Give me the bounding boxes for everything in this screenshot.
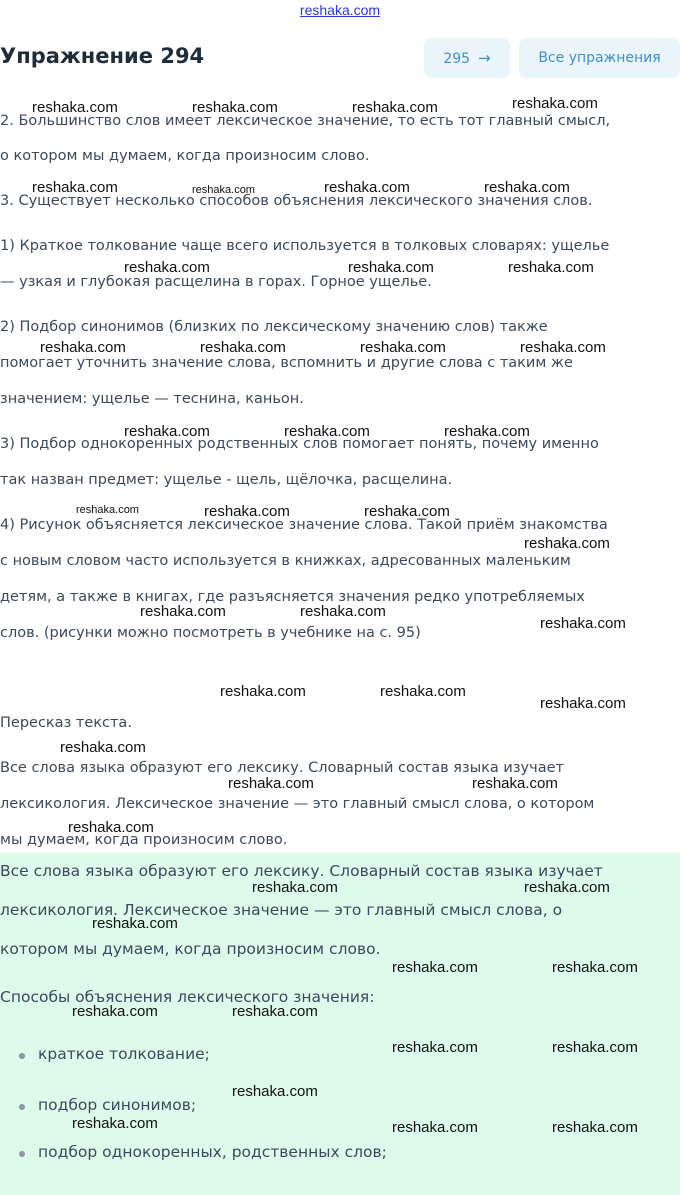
watermark: reshaka.com: [228, 775, 314, 792]
text-line: мы думаем, когда произносим слово.: [0, 832, 288, 848]
watermark: reshaka.com: [60, 739, 146, 756]
bullet-dot: [19, 1104, 25, 1110]
watermark: reshaka.com: [232, 1003, 318, 1020]
watermark: reshaka.com: [348, 259, 434, 276]
text-line: 4) Рисунок объясняется лексическое значение слова. Такой приём знакомства: [0, 517, 608, 533]
text-line: 1) Краткое толкование чаще всего используется в толковых словарях: ущелье: [0, 238, 610, 254]
watermark: reshaka.com: [508, 259, 594, 276]
text-line: о котором мы думаем, когда произносим слово.: [0, 148, 370, 164]
watermark: reshaka.com: [232, 1083, 318, 1100]
watermark: reshaka.com: [204, 503, 290, 520]
text-line: лексикология. Лексическое значение — это главный смысл слова, о котором: [0, 796, 595, 812]
watermark: reshaka.com: [472, 775, 558, 792]
watermark: reshaka.com: [72, 1003, 158, 1020]
watermark: reshaka.com: [72, 1115, 158, 1132]
watermark: reshaka.com: [380, 683, 466, 700]
watermark: reshaka.com: [192, 184, 255, 196]
text-line: помогает уточнить значение слова, вспомнить и другие слова с таким же: [0, 355, 573, 371]
bullet-item: подбор однокоренных, родственных слов;: [38, 1143, 387, 1161]
watermark: reshaka.com: [68, 819, 154, 836]
answer-line: лексикология. Лексическое значение — это главный смысл слова, о: [0, 901, 563, 919]
watermark: reshaka.com: [540, 615, 626, 632]
text-line: 3. Существует несколько способов объяснения лексического значения слов.: [0, 193, 593, 209]
watermark: reshaka.com: [392, 1039, 478, 1056]
text-line: детям, а также в книгах, где разъясняется значения редко употребляемых: [0, 589, 585, 605]
site-link[interactable]: reshaka.com: [299, 2, 381, 18]
watermark: reshaka.com: [540, 695, 626, 712]
arrow-right-icon: →: [478, 49, 491, 67]
page-title: Упражнение 294: [0, 44, 205, 68]
text-line: значением: ущелье — теснина, каньон.: [0, 391, 304, 407]
all-exercises-button[interactable]: Все упражнения: [519, 38, 680, 78]
watermark: reshaka.com: [520, 339, 606, 356]
answer-line: Все слова языка образуют его лексику. Словарный состав языка изучает: [0, 862, 603, 880]
watermark: reshaka.com: [284, 423, 370, 440]
watermark: reshaka.com: [360, 339, 446, 356]
bullet-item: краткое толкование;: [38, 1045, 210, 1063]
watermark: reshaka.com: [32, 99, 118, 116]
text-line: так назван предмет: ущелье - щель, щёлочка, расщелина.: [0, 472, 453, 488]
watermark: reshaka.com: [392, 1119, 478, 1136]
text-line: 2) Подбор синонимов (близких по лексическому значению слов) также: [0, 319, 548, 335]
watermark: reshaka.com: [92, 915, 178, 932]
next-exercise-button[interactable]: [424, 38, 510, 78]
text-line: 2. Большинство слов имеет лексическое значение, то есть тот главный смысл,: [0, 113, 611, 129]
watermark: reshaka.com: [444, 423, 530, 440]
watermark: reshaka.com: [40, 339, 126, 356]
answer-line: котором мы думаем, когда произносим слово.: [0, 940, 381, 958]
answer-line: Способы объяснения лексического значения:: [0, 988, 375, 1006]
watermark: reshaka.com: [512, 95, 598, 112]
bullet-dot: [19, 1151, 25, 1157]
watermark: reshaka.com: [140, 603, 226, 620]
bullet-dot: [19, 1053, 25, 1059]
watermark: reshaka.com: [524, 535, 610, 552]
text-line: Все слова языка образуют его лексику. Словарный состав языка изучает: [0, 760, 564, 776]
watermark: reshaka.com: [200, 339, 286, 356]
watermark: reshaka.com: [352, 99, 438, 116]
watermark: reshaka.com: [392, 959, 478, 976]
watermark: reshaka.com: [252, 879, 338, 896]
next-exercise-label: 295: [443, 51, 471, 67]
text-line: слов. (рисунки можно посмотреть в учебнике на с. 95): [0, 625, 421, 641]
watermark: reshaka.com: [364, 503, 450, 520]
text-line: Пересказ текста.: [0, 715, 132, 731]
text-line: 3) Подбор однокоренных родственных слов помогает понять, почему именно: [0, 436, 599, 452]
watermark: reshaka.com: [124, 423, 210, 440]
watermark: reshaka.com: [124, 259, 210, 276]
watermark: reshaka.com: [552, 959, 638, 976]
watermark: reshaka.com: [524, 879, 610, 896]
watermark: reshaka.com: [192, 99, 278, 116]
text-line: — узкая и глубокая расщелина в горах. Горное ущелье.: [0, 274, 432, 290]
watermark: reshaka.com: [76, 504, 139, 516]
text-line: с новым словом часто используется в книжках, адресованных маленьким: [0, 553, 571, 569]
watermark: reshaka.com: [220, 683, 306, 700]
watermark: reshaka.com: [552, 1039, 638, 1056]
watermark: reshaka.com: [484, 179, 570, 196]
watermark: reshaka.com: [324, 179, 410, 196]
watermark: reshaka.com: [300, 603, 386, 620]
bullet-item: подбор синонимов;: [38, 1096, 197, 1114]
watermark: reshaka.com: [32, 179, 118, 196]
watermark: reshaka.com: [552, 1119, 638, 1136]
